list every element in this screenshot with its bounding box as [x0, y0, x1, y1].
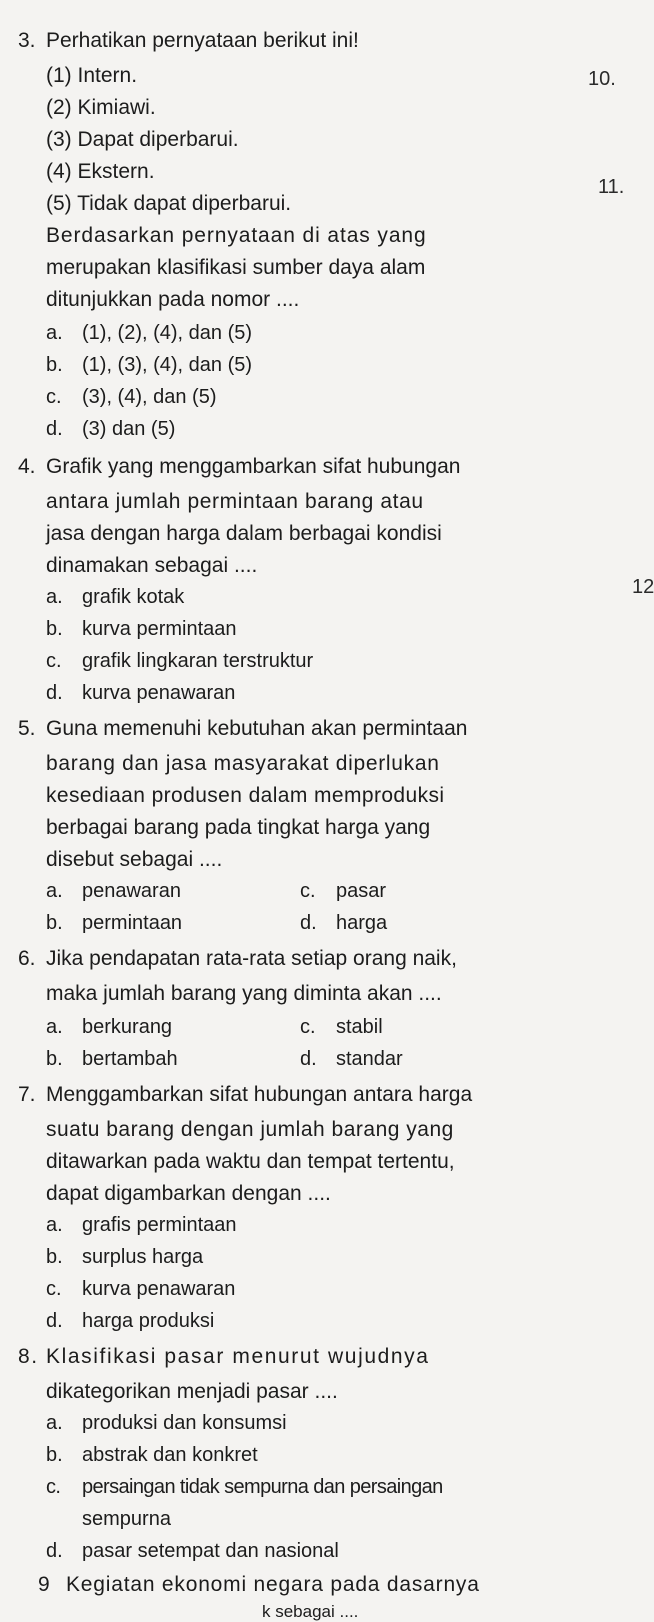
statement: (5) Tidak dapat diperbarui. [46, 192, 292, 215]
question-text: Klasifikasi pasar menurut wujudnya [46, 1345, 430, 1368]
option-c[interactable]: c. pasar [300, 880, 387, 902]
question-text: berbagai barang pada tingkat harga yang [46, 816, 431, 839]
option-a[interactable]: a. (1), (2), (4), dan (5) [46, 322, 253, 344]
statement: (4) Ekstern. [46, 160, 155, 183]
margin-number-11: 11. [598, 176, 625, 198]
question-text: merupakan klasifikasi sumber daya alam [46, 256, 426, 279]
option-d[interactable]: d. standar [300, 1048, 403, 1070]
question-text: Menggambarkan sifat hubungan antara harga [46, 1083, 473, 1106]
question-text: barang dan jasa masyarakat diperlukan [46, 752, 440, 775]
question-text: Grafik yang menggambarkan sifat hubungan [46, 455, 461, 478]
question-text: Guna memenuhi kebutuhan akan permintaan [46, 717, 468, 740]
question-number: 9 [38, 1573, 51, 1596]
question-text: jasa dengan harga dalam berbagai kondisi [46, 522, 442, 545]
question-text: dikategorikan menjadi pasar .... [46, 1380, 338, 1403]
question-text: ditunjukkan pada nomor .... [46, 288, 300, 311]
question-text-cutoff: k sebagai .... [262, 1602, 359, 1621]
statement: (1) Intern. [46, 64, 138, 87]
question-number: 5. [18, 717, 36, 740]
question-number: 4. [18, 455, 36, 478]
option-a[interactable]: a. grafis permintaan [46, 1214, 237, 1236]
question-text: Berdasarkan pernyataan di atas yang [46, 224, 427, 247]
option-d[interactable]: d. (3) dan (5) [46, 418, 176, 440]
option-d[interactable]: d. kurva penawaran [46, 682, 236, 704]
option-a[interactable]: a. grafik kotak [46, 586, 185, 608]
option-d[interactable]: d. pasar setempat dan nasional [46, 1540, 339, 1562]
question-stem: Perhatikan pernyataan berikut ini! [46, 29, 359, 52]
statement: (2) Kimiawi. [46, 96, 156, 119]
option-a[interactable]: a. produksi dan konsumsi [46, 1412, 287, 1434]
statement: (3) Dapat diperbarui. [46, 128, 239, 151]
option-d[interactable]: d. harga [300, 912, 388, 934]
option-c[interactable]: c. persaingan tidak sempurna dan persaingan [46, 1476, 443, 1498]
question-number: 8. [18, 1345, 39, 1368]
option-a[interactable]: a. penawaran [46, 880, 181, 902]
question-text: kesediaan produsen dalam memproduksi [46, 784, 445, 807]
option-a[interactable]: a. berkurang [46, 1016, 173, 1038]
question-number: 6. [18, 947, 36, 970]
option-b[interactable]: b. kurva permintaan [46, 618, 237, 640]
option-b[interactable]: b. permintaan [46, 912, 183, 934]
question-text: ditawarkan pada waktu dan tempat tertentu, [46, 1150, 455, 1173]
margin-number-10: 10. [588, 68, 616, 90]
question-number: 3. [18, 29, 36, 52]
question-number: 7. [18, 1083, 36, 1106]
question-text: suatu barang dengan jumlah barang yang [46, 1118, 454, 1141]
question-text: dinamakan sebagai .... [46, 554, 258, 577]
option-b[interactable]: b. abstrak dan konkret [46, 1444, 258, 1466]
option-c[interactable]: c. kurva penawaran [46, 1278, 236, 1300]
option-c-continued: sempurna [82, 1508, 171, 1530]
option-b[interactable]: b. bertambah [46, 1048, 178, 1070]
option-b[interactable]: b. surplus harga [46, 1246, 204, 1268]
option-d[interactable]: d. harga produksi [46, 1310, 215, 1332]
question-text: antara jumlah permintaan barang atau [46, 490, 424, 513]
question-text: dapat digambarkan dengan .... [46, 1182, 331, 1205]
option-c[interactable]: c. (3), (4), dan (5) [46, 386, 217, 408]
option-c[interactable]: c. stabil [300, 1016, 383, 1038]
option-c[interactable]: c. grafik lingkaran terstruktur [46, 650, 314, 672]
question-text: Kegiatan ekonomi negara pada dasarnya [66, 1573, 480, 1596]
margin-number-12: 12 [632, 576, 654, 598]
question-text: disebut sebagai .... [46, 848, 223, 871]
option-b[interactable]: b. (1), (3), (4), dan (5) [46, 354, 253, 376]
question-text: Jika pendapatan rata-rata setiap orang naik, [46, 947, 457, 970]
question-text: maka jumlah barang yang diminta akan .... [46, 982, 442, 1005]
